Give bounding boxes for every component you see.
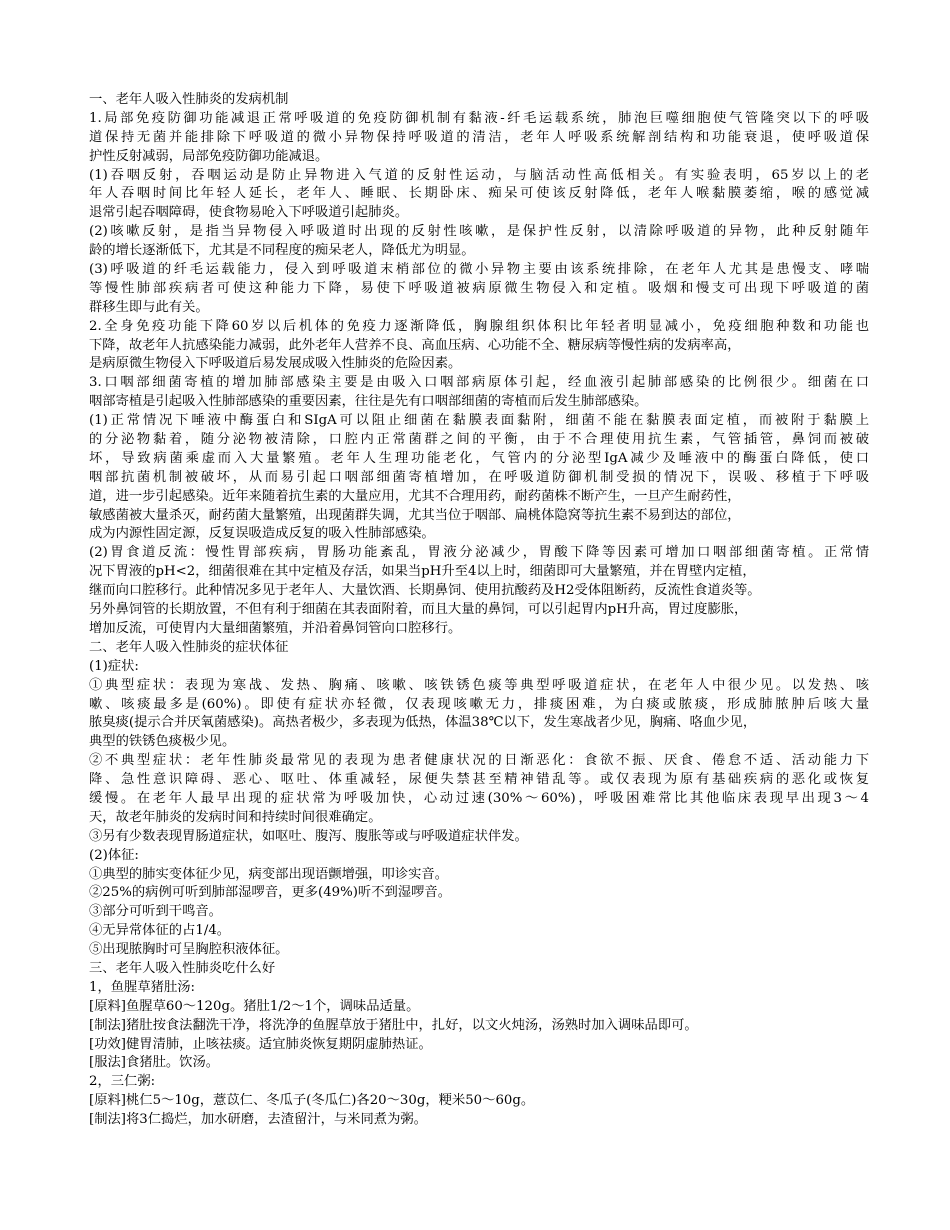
text-line: 道，进一步引起感染。近年来随着抗生素的大量应用，尤其不合理用药，耐药菌株不断产生，一旦产生耐药性，: [89, 488, 741, 504]
document-body: [89, 91, 869, 1130]
text-line: 2，三仁粥:: [89, 1074, 156, 1090]
text-line: ②25%的病例可听到肺部湿啰音，更多(49%)听不到湿啰音。: [89, 885, 452, 901]
text-line: ④无异常体征的占1/4。: [89, 923, 231, 939]
text-line: [服法]食猪肚。饮汤。: [89, 1055, 220, 1071]
text-line: ①典型症状：表现为寒战、发热、胸痛、咳嗽、咳铁锈色痰等典型呼吸道症状，在老年人中很少见。以发热、咳: [89, 677, 869, 693]
text-line: (1)症状:: [89, 658, 139, 674]
text-line: 坏，导致病菌乘虚而入大量繁殖。老年人生理功能老化，气管内的分泌型IgA减少及唾液中的酶蛋白降低，使口: [89, 450, 869, 466]
text-line: 三、老年人吸入性肺炎吃什么好: [89, 960, 276, 976]
text-line: 等慢性肺部疾病者可使这种能力下降，易使下呼吸道被病原微生物侵入和定植。吸烟和慢支可出现下呼吸道的菌: [89, 280, 869, 296]
text-line: 降、急性意识障碍、恶心、呕吐、体重减轻，尿便失禁甚至精神错乱等。或仅表现为原有基础疾病的恶化或恢复: [89, 772, 869, 788]
text-line: 增加反流，可使胃内大量细菌繁殖，并沿着鼻饲管向口腔移行。: [89, 620, 462, 636]
text-line: 退常引起吞咽障碍，使食物易呛入下呼吸道引起肺炎。: [89, 205, 409, 221]
text-line: 群移生即与此有关。: [89, 299, 209, 315]
text-line: [制法]将3仁捣烂，加水研磨，去渣留汁，与米同煮为粥。: [89, 1112, 427, 1128]
text-line: 1，鱼腥草猪肚汤:: [89, 979, 196, 995]
text-line: ③部分可听到干鸣音。: [89, 904, 222, 920]
text-line: (3)呼吸道的纤毛运载能力，侵入到呼吸道末梢部位的微小异物主要由该系统排除，在老年人尤其是患慢支、哮喘: [89, 262, 869, 278]
text-line: 另外鼻饲管的长期放置，不但有利于细菌在其表面附着，而且大量的鼻饲，可以引起胃内pH升高，胃过度膨胀，: [89, 602, 748, 618]
text-line: 典型的铁锈色痰极少见。: [89, 734, 236, 750]
text-line: 成为内源性固定源，反复误吸造成反复的吸入性肺部感染。: [89, 526, 435, 542]
text-line: 道保持无菌并能排除下呼吸道的微小异物保持呼吸道的清洁，老年人呼吸系统解剖结构和功能衰退，使呼吸道保: [89, 129, 869, 145]
text-line: (2)胃食道反流：慢性胃部疾病，胃肠功能紊乱，胃液分泌减少，胃酸下降等因素可增加口咽部细菌寄植。正常情: [89, 545, 869, 561]
text-line: 脓臭痰(提示合并厌氧菌感染)。高热者极少，多表现为低热，体温38℃以下，发生寒战者少见，胸痛、咯血少见，: [89, 715, 757, 731]
text-line: ①典型的肺实变体征少见，病变部出现语颤增强，叩诊实音。: [89, 866, 449, 882]
text-line: 2.全身免疫功能下降60岁以后机体的免疫力逐渐降低，胸腺组织体积比年轻者明显减小，免疫细胞种数和功能也: [89, 318, 869, 334]
text-line: 龄的增长逐渐低下，尤其是不同程度的痴呆老人，降低尤为明显。: [89, 243, 475, 259]
text-line: 敏感菌被大量杀灭，耐药菌大量繁殖，出现菌群失调，尤其当位于咽部、扁桃体隐窝等抗生素不易到达的部位，: [89, 507, 741, 523]
text-line: 1.局部免疫防御功能减退正常呼吸道的免疫防御机制有黏液-纤毛运载系统，肺泡巨噬细胞使气管隆突以下的呼吸: [89, 110, 869, 126]
text-line: ②不典型症状：老年性肺炎最常见的表现为患者健康状况的日渐恶化：食欲不振、厌食、倦怠不适、活动能力下: [89, 753, 869, 769]
text-line: 护性反射减弱，局部免疫防御功能减退。: [89, 148, 329, 164]
text-line: 是病原微生物侵入下呼吸道后易发展成吸入性肺炎的危险因素。: [89, 356, 462, 372]
text-line: 况下胃液的pH<2，细菌很难在其中定植及存活，如果当pH升至4以上时，细菌即可大量繁殖，并在胃壁内定植，: [89, 564, 756, 580]
text-line: 3.口咽部细菌寄植的增加肺部感染主要是由吸入口咽部病原体引起，经血液引起肺部感染的比例很少。细菌在口: [89, 375, 869, 391]
text-line: [功效]健胃清肺，止咳祛痰。适宜肺炎恢复期阴虚肺热证。: [89, 1036, 432, 1052]
text-line: ⑤出现脓胸时可呈胸腔积液体征。: [89, 942, 289, 958]
text-line: (2)体征:: [89, 847, 139, 863]
text-line: 缓慢。在老年人最早出现的症状常为呼吸加快，心动过速(30%～60%)，呼吸困难常比其他临床表现早出现3～4: [89, 790, 869, 806]
text-line: 年人吞咽时间比年轻人延长，老年人、睡眠、长期卧床、痴呆可使该反射降低，老年人喉黏膜萎缩，喉的感觉减: [89, 186, 869, 202]
text-line: [原料]鱼腥草60～120g。猪肚1/2～1个，调味品适量。: [89, 998, 420, 1014]
text-line: (1)吞咽反射，吞咽运动是防止异物进入气道的反射性运动，与脑活动性高低相关。有实验表明，65岁以上的老: [89, 167, 869, 183]
text-line: 咽部寄植是引起吸入性肺部感染的重要因素，往往是先有口咽部细菌的寄植而后发生肺部感染。: [89, 394, 648, 410]
text-line: (2)咳嗽反射，是指当异物侵入呼吸道时出现的反射性咳嗽，是保护性反射，以清除呼吸道的异物，此种反射随年: [89, 224, 869, 240]
text-line: 的分泌物黏着，随分泌物被清除，口腔内正常菌群之间的平衡，由于不合理使用抗生素，气管插管，鼻饲而被破: [89, 432, 869, 448]
text-line: ③另有少数表现胃肠道症状，如呕吐、腹泻、腹胀等或与呼吸道症状伴发。: [89, 828, 528, 844]
text-line: (1)正常情况下唾液中酶蛋白和SIgA可以阻止细菌在黏膜表面黏附，细菌不能在黏膜表面定植，而被附于黏膜上: [89, 413, 869, 429]
text-line: 二、老年人吸入性肺炎的症状体征: [89, 639, 289, 655]
text-line: [原料]桃仁5～10g，薏苡仁、冬瓜子(冬瓜仁)各20～30g，粳米50～60g。: [89, 1093, 535, 1109]
text-line: 嗽、咳痰最多是(60%)。即使有症状亦轻微，仅表现咳嗽无力，排痰困难，为白痰或脓痰，形成肺脓肿后咳大量: [89, 696, 869, 712]
text-line: 一、老年人吸入性肺炎的发病机制: [89, 92, 289, 107]
text-line: [制法]猪肚按食法翻洗干净，将洗净的鱼腥草放于猪肚中，扎好，以文火炖汤，汤熟时加入调味品即可。: [89, 1017, 698, 1033]
text-line: 继而向口腔移行。此种情况多见于老年人、大量饮酒、长期鼻饲、使用抗酸药及H2受体阻断药，反流性食道炎等。: [89, 583, 761, 599]
text-line: 天，故老年肺炎的发病时间和持续时间很难确定。: [89, 809, 382, 825]
text-line: 咽部抗菌机制被破坏，从而易引起口咽部细菌寄植增加，在呼吸道防御机制受损的情况下，误吸、移植于下呼吸: [89, 469, 869, 485]
text-line: 下降，故老年人抗感染能力减弱，此外老年人营养不良、高血压病、心功能不全、糖尿病等慢性病的发病率高，: [89, 337, 741, 353]
